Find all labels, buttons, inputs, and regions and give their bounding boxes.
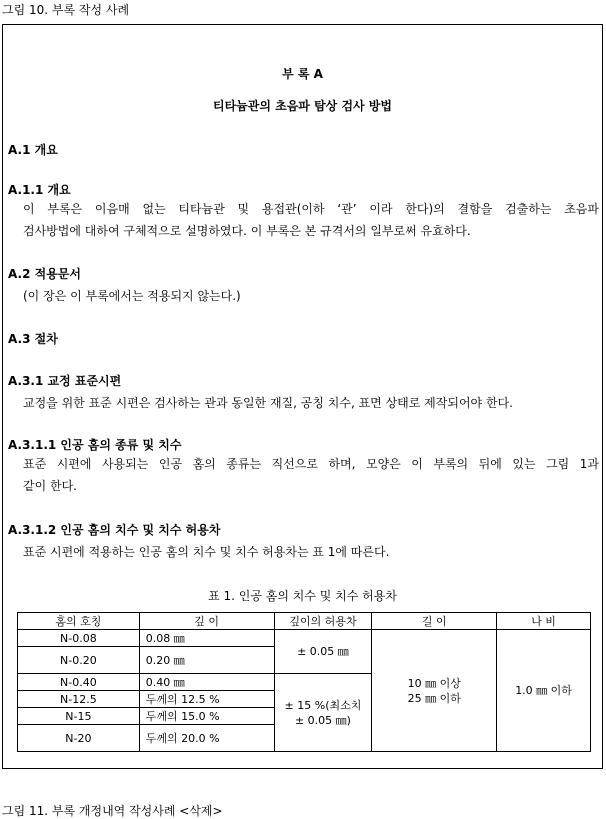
groove-depth-cell: 두께의 12.5 %	[139, 691, 274, 708]
table-caption: 표 1. 인공 홈의 치수 및 치수 허용차	[208, 589, 397, 603]
groove-depth-cell: 두께의 20.0 %	[139, 725, 274, 752]
appendix-title: 부 록 A	[282, 67, 323, 81]
column-header: 홈의 호칭	[18, 613, 140, 630]
length-min: 10 ㎜ 이상	[407, 676, 461, 690]
column-header: 나 비	[497, 613, 591, 630]
groove-depth-cell: 두께의 15.0 %	[139, 708, 274, 725]
section-a11-paragraph	[23, 198, 599, 242]
section-heading-a11: A.1.1 개요	[8, 183, 71, 197]
section-heading-a31: A.3.1 교정 표준시편	[8, 374, 122, 388]
groove-name-cell: N-20	[18, 725, 140, 752]
section-heading-a2: A.2 적용문서	[8, 267, 81, 281]
section-a311-paragraph	[23, 453, 599, 497]
column-header: 깊이의 허용차	[274, 613, 372, 630]
section-a312-paragraph: 표준 시편에 적용하는 인공 홈의 치수 및 치수 허용차는 표 1에 따른다.	[23, 545, 390, 559]
groove-name-cell: N-0.08	[18, 630, 140, 647]
length-max: 25 ㎜ 이하	[407, 691, 461, 705]
groove-depth-cell: 0.08 ㎜	[139, 630, 274, 647]
column-header: 깊 이	[139, 613, 274, 630]
paragraph-line: 검사방법에 대하여 구체적으로 설명하였다. 이 부록은 본 규격서의 일부로써 유효하다.	[23, 224, 471, 238]
tolerance-line: ± 0.05 ㎜)	[294, 713, 351, 727]
length-cell	[372, 630, 497, 752]
paragraph-line: 같이 한다.	[23, 479, 77, 493]
section-heading-a3: A.3 절차	[8, 332, 58, 346]
appendix-subtitle: 티타늄관의 초음파 탐상 검사 방법	[212, 99, 392, 113]
groove-name-cell: N-12.5	[18, 691, 140, 708]
groove-name-cell: N-0.40	[18, 674, 140, 691]
section-a2-paragraph: (이 장은 이 부록에서는 적용되지 않는다.)	[23, 289, 241, 303]
paragraph-line: 이 부록은 이음매 없는 티타늄관 및 용접관(이하 ‘관’ 이라 한다)의 결함을 검출하는 초음파	[23, 202, 599, 216]
groove-depth-cell: 0.40 ㎜	[139, 674, 274, 691]
table-header-row	[18, 613, 591, 630]
document-frame	[2, 24, 603, 769]
column-header: 길 이	[372, 613, 497, 630]
groove-name-cell: N-15	[18, 708, 140, 725]
figure-caption-top: 그림 10. 부록 작성 사례	[2, 3, 130, 17]
depth-tolerance-cell: ± 0.05 ㎜	[274, 630, 372, 674]
depth-tolerance-cell	[274, 674, 372, 752]
tolerance-line: ± 15 %(최소치	[284, 698, 362, 712]
width-cell: 1.0 ㎜ 이하	[497, 630, 591, 752]
section-heading-a1: A.1 개요	[8, 143, 58, 157]
paragraph-line: 표준 시편에 사용되는 인공 홈의 종류는 직선으로 하며, 모양은 이 부록의 뒤에 있는 그림 1과	[23, 457, 599, 471]
section-a31-paragraph: 교정을 위한 표준 시편은 검사하는 관과 동일한 재질, 공칭 치수, 표면 상태로 제작되어야 한다.	[23, 396, 513, 410]
groove-depth-cell: 0.20 ㎜	[139, 647, 274, 674]
figure-caption-bottom: 그림 11. 부록 개정내역 작성사례 <삭제>	[2, 804, 223, 818]
section-heading-a312: A.3.1.2 인공 홈의 치수 및 치수 허용차	[8, 523, 221, 537]
groove-name-cell: N-0.20	[18, 647, 140, 674]
dimensions-table	[17, 612, 591, 752]
table-row	[18, 630, 591, 647]
section-heading-a311: A.3.1.1 인공 홈의 종류 및 치수	[8, 438, 182, 452]
